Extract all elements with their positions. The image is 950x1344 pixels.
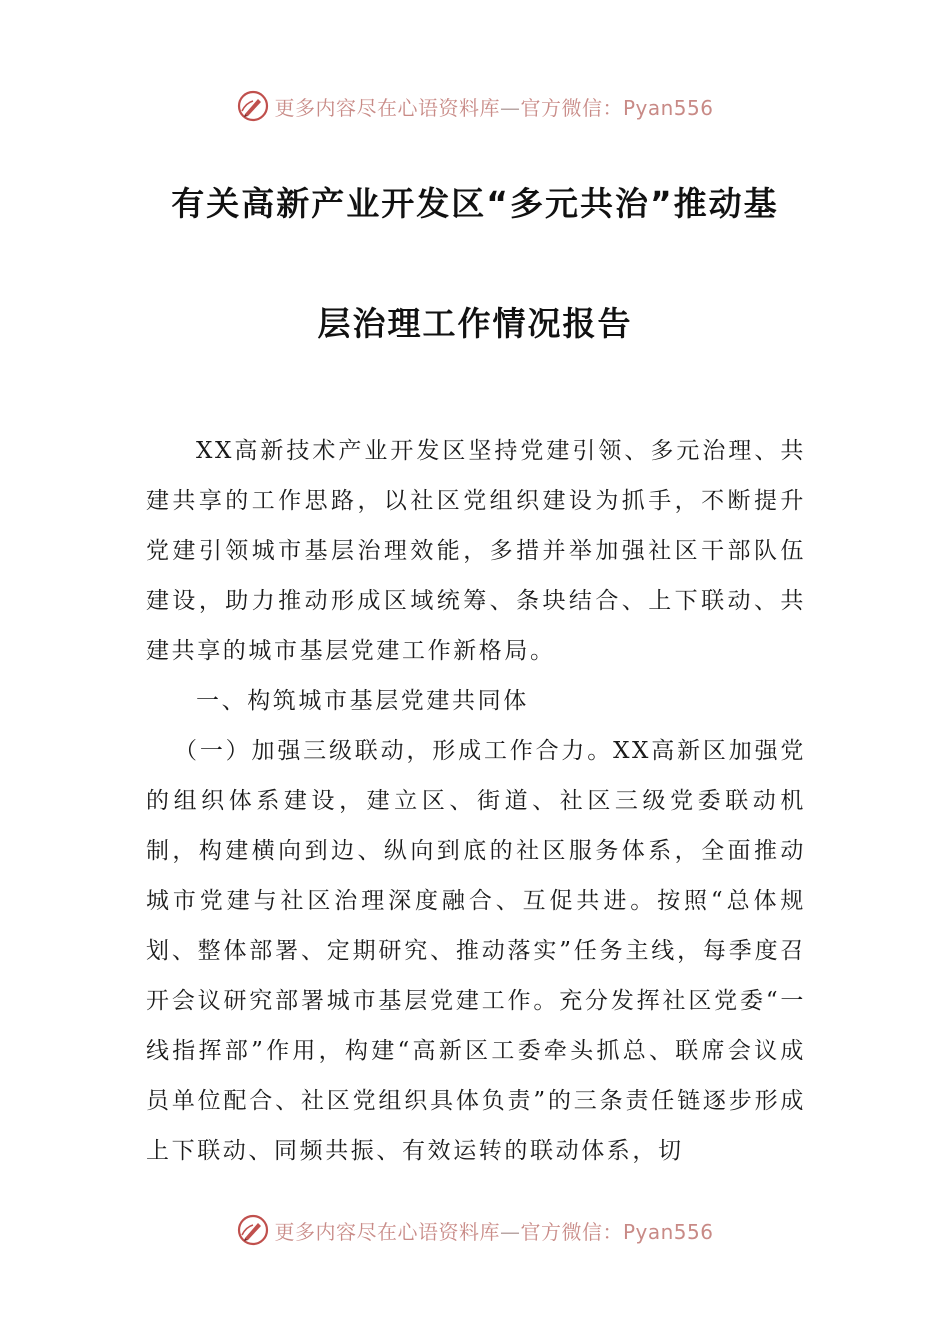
watermark-contact: 官方微信：Pyan556 <box>520 1219 714 1244</box>
watermark-separator: — <box>499 1219 521 1244</box>
watermark-text <box>274 1216 713 1245</box>
watermark-banner-top <box>0 86 950 126</box>
watermark-contact: 官方微信：Pyan556 <box>520 95 714 120</box>
watermark-banner-bottom <box>0 1210 950 1250</box>
pen-circle-logo-icon <box>236 89 270 123</box>
watermark-main-text: 更多内容尽在心语资料库 <box>274 1219 500 1244</box>
section-heading: 一、构筑城市基层党建共同体 <box>196 688 529 714</box>
body-paragraph: （一）加强三级联动，形成工作合力。XX高新区加强党的组织体系建设，建立区、街道、社区三级党委联动机制，构建横向到边、纵向到底的社区服务体系，全面推动城市党建与社区治理深度融合、互促共进。按照“总体规划、整体部署、定期研究、推动落实”任务主线，每季度召开会议研究部署城市基层党建工作。充分发挥社区党委“一线指挥部”作用，构建“高新区工委牵头抓总、联席会议成员单位配合、社区党组织具体负责”的三条责任链逐步形成上下联动、同频共振、有效运转的联动体系，切 <box>146 738 806 1164</box>
document-title-line1: 有关高新产业开发区“多元共治”推动基 <box>171 184 779 223</box>
watermark-text <box>274 92 713 121</box>
watermark-separator: — <box>499 95 521 120</box>
watermark-main-text: 更多内容尽在心语资料库 <box>274 95 500 120</box>
document-title-line2: 层治理工作情况报告 <box>317 304 633 343</box>
body-paragraph: XX高新技术产业开发区坚持党建引领、多元治理、共建共享的工作思路，以社区党组织建设为抓手，不断提升党建引领城市基层治理效能，多措并举加强社区干部队伍建设，助力推动形成区域统筹、条块结合、上下联动、共建共享的城市基层党建工作新格局。 <box>146 438 806 664</box>
pen-circle-logo-icon <box>236 1213 270 1247</box>
document-body <box>146 426 806 1176</box>
